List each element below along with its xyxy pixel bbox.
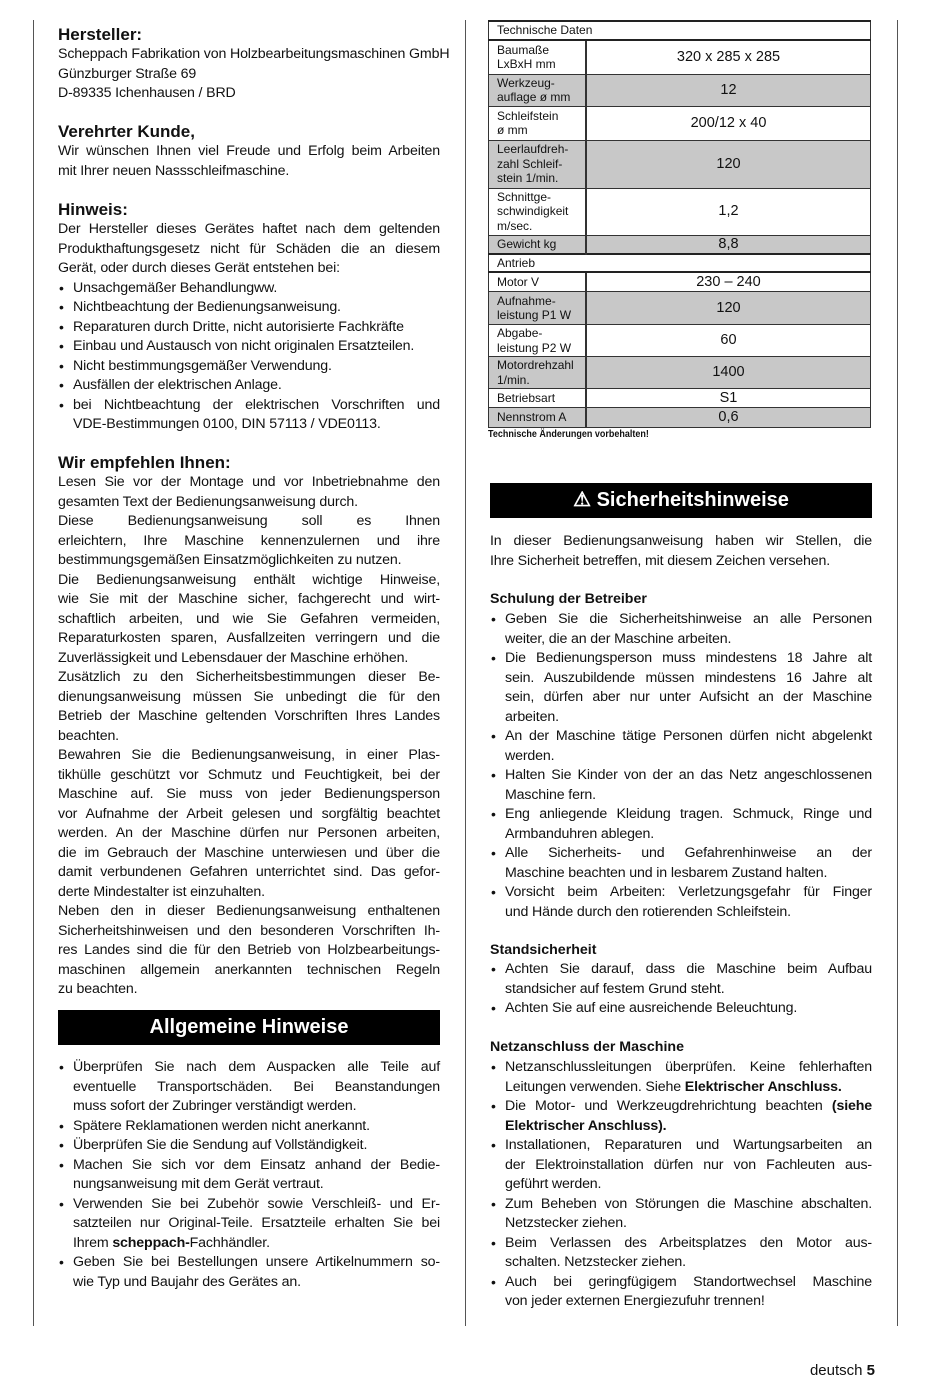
bullet-icon: •	[59, 1195, 64, 1212]
bullet-icon: •	[491, 1059, 496, 1075]
spec-value: 320 x 285 x 285	[586, 40, 871, 75]
spec-value: 60	[586, 325, 871, 357]
technical-data-block	[488, 20, 871, 441]
text-line: dienungsanweisung müssen Sie unbedingt die für den	[58, 688, 440, 705]
text-line: VDE-Bestimmungen 0100, DIN 57113 / VDE0113.	[73, 416, 381, 432]
bullet-icon: •	[491, 884, 496, 900]
text-line	[73, 1234, 440, 1254]
bullet-icon: •	[59, 377, 64, 393]
text-line: nungsanweisung mit dem Gerät vertraut.	[73, 1176, 324, 1192]
bold-text-segment: Elektrischer Anschluss).	[505, 1117, 667, 1134]
spec-label: Leerlaufdreh- zahl Schleif- stein 1/min.	[489, 140, 587, 188]
text-line: geführt werden.	[505, 1176, 602, 1192]
bullet-icon: •	[491, 1137, 496, 1153]
spec-label: Gewicht kg	[489, 235, 587, 254]
bullet-icon: •	[59, 299, 64, 315]
safety-intro-text	[490, 532, 872, 571]
text-line: In dieser Bedienungsanweisung haben wir Stellen, die	[490, 533, 872, 549]
spec-label: Aufnahme- leistung P1 W	[489, 292, 587, 325]
text-line: und Hände durch den rotierenden Schleifstein.	[505, 903, 791, 920]
text-line: Maschine auf. Sie muss von jeder Bedienungsperson	[58, 786, 440, 802]
schulung-list	[490, 610, 872, 922]
text-line: Ihre Sicherheit betreffen, mit diesem Zeichen versehen.	[490, 552, 831, 569]
text-line: bei Nichtbeachtung der elektrischen Vorschriften und	[73, 396, 440, 413]
text-line: Überprüfen Sie nach dem Auspacken alle Teile auf	[73, 1059, 440, 1075]
text-line: Neben den in dieser Bedienungsanweisung enthaltenen	[58, 903, 440, 919]
bullet-item	[58, 1195, 440, 1254]
text-line: Verwenden Sie bei Zubehör sowie Verschleiß- und Er-	[73, 1195, 440, 1212]
text-line: wie Sie mit der Maschine sicher, fachgerecht und wirt-	[58, 591, 440, 607]
text-line: werden.	[505, 747, 555, 764]
text-line: Reparaturkosten sparen, Ausfallzeiten verringern und die	[58, 630, 440, 646]
spec-label: Abgabe- leistung P2 W	[489, 325, 587, 357]
allgemeine-hinweise-list	[58, 1058, 440, 1292]
spec-label: Motor V	[489, 272, 587, 292]
text-line	[505, 1078, 872, 1098]
bullet-icon: •	[491, 961, 496, 977]
bullet-icon: •	[491, 1098, 496, 1114]
bullet-item	[490, 1136, 872, 1195]
bullet-item	[58, 318, 440, 338]
text-line: Überprüfen Sie die Sendung auf Vollständigkeit.	[73, 1137, 368, 1153]
table-row	[489, 74, 871, 106]
text-line: Machen Sie sich vor dem Einsatz anhand der Bedie-	[73, 1156, 440, 1173]
bullet-icon: •	[59, 1156, 64, 1173]
table-header-row	[489, 21, 871, 40]
spec-value: 120	[586, 292, 871, 325]
netzanschluss-list	[490, 1058, 872, 1312]
page-footer	[810, 1362, 875, 1379]
text-line: Betrieb der Maschine geltenden Vorschriften Ihres Landes	[58, 708, 440, 724]
bullet-item	[58, 298, 440, 318]
spec-label: Baumaße LxBxH mm	[489, 40, 587, 75]
text-line: Netzanschlussleitungen überprüfen. Keine fehlerhaften	[505, 1059, 872, 1075]
table-row	[489, 272, 871, 292]
warning-triangle-icon: ⚠	[573, 489, 592, 511]
text-line: weiter, die an der Maschine arbeiten.	[505, 630, 732, 647]
text-line: Zusätzlich zu den Sicherheitsbestimmungen dieser Be-	[58, 669, 440, 685]
text-line: vor Aufnahme der Arbeit gelesen und sorgfältig beachtet	[58, 805, 440, 822]
bullet-item	[58, 1156, 440, 1195]
text-line: Achten Sie auf eine ausreichende Beleuchtung.	[505, 1000, 798, 1016]
bullet-icon: •	[59, 396, 64, 413]
text-line: tikhülle geschützt vor Schmutz und Feuchtigkeit, bei der	[58, 766, 440, 783]
spec-label: Schleifstein ø mm	[489, 106, 587, 140]
bullet-item	[58, 1136, 440, 1156]
bullet-icon: •	[491, 845, 496, 861]
text-line: von jeder externen Energiezufuhr trennen!	[505, 1293, 765, 1309]
table-row	[489, 292, 871, 325]
text-line: Achten Sie darauf, dass die Maschine beim Aufbau	[505, 961, 872, 977]
paragraph	[58, 746, 440, 902]
technical-data-table	[488, 20, 871, 428]
table-section-antrieb	[489, 254, 871, 273]
text-line: Alle Sicherheits- und Gefahrenhinweise an der	[505, 845, 872, 861]
heading-verehrter-kunde: Verehrter Kunde,	[58, 122, 195, 141]
bullet-icon: •	[491, 767, 496, 783]
text-line: Reparaturen durch Dritte, nicht autorisierte Fachkräfte	[73, 318, 404, 335]
table-row	[489, 106, 871, 140]
table-row	[489, 40, 871, 75]
bullet-icon: •	[59, 1059, 64, 1075]
table-row	[489, 389, 871, 408]
text-line: Der Hersteller dieses Gerätes haftet nach dem geltenden	[58, 221, 440, 237]
bullet-item	[490, 1234, 872, 1273]
table-section-label: Antrieb	[489, 254, 871, 273]
text-line: Gerät, oder durch dieses Gerät entstehen bei:	[58, 260, 340, 276]
column-rule-left	[33, 20, 34, 1326]
bullet-item	[490, 1195, 872, 1234]
text-line: Produkthaftungsgesetz nicht für Schäden die an diesem	[58, 240, 440, 257]
text-line: Zuverlässigkeit und Lebensdauer der Maschine erhöhen.	[58, 649, 409, 666]
paragraph	[58, 473, 440, 512]
technical-changes-note: Technische Änderungen vorbehalten!	[488, 429, 649, 440]
text-line: Einbau und Austausch von nicht originalen Ersatzteilen.	[73, 338, 415, 354]
text-line: arbeiten.	[505, 708, 559, 725]
text-segment: Fachhändler.	[189, 1234, 270, 1251]
paragraph	[490, 532, 872, 571]
table-section-label: Technische Daten	[489, 21, 871, 40]
text-line	[505, 1097, 872, 1117]
bullet-icon: •	[491, 1273, 496, 1290]
heading-netzanschluss: Netzanschluss der Maschine	[490, 1039, 684, 1055]
bullet-item	[490, 844, 872, 883]
bold-text-segment: scheppach-	[112, 1234, 190, 1251]
bullet-icon: •	[59, 1254, 64, 1270]
text-line: Auch bei geringfügigem Standortwechsel Maschine	[505, 1273, 872, 1290]
bullet-item	[490, 960, 872, 999]
bullet-icon: •	[491, 1195, 496, 1212]
text-line: schalten. Netzstecker ziehen.	[505, 1254, 686, 1270]
table-row	[489, 408, 871, 428]
bold-text-segment: Elektrischer Anschluss.	[684, 1078, 842, 1095]
table-row	[489, 325, 871, 357]
bullet-item	[490, 766, 872, 805]
spec-label: Nennstrom A	[489, 408, 587, 428]
table-row	[489, 188, 871, 235]
bullet-item	[58, 1253, 440, 1292]
text-line: derte Mindestalter ist einzuhalten.	[58, 883, 265, 900]
spec-label: Betriebsart	[489, 389, 587, 408]
table-row	[489, 357, 871, 389]
heading-hersteller: Hersteller:	[58, 25, 143, 44]
bullet-item	[58, 1058, 440, 1117]
table-row	[489, 140, 871, 188]
text-line: standsicher auf festem Grund steht.	[505, 980, 725, 997]
text-line: Netzstecker ziehen.	[505, 1215, 627, 1231]
page-number: 5	[866, 1362, 875, 1379]
spec-value: 1400	[586, 357, 871, 389]
bullet-item	[490, 727, 872, 766]
heading-wir-empfehlen: Wir empfehlen Ihnen:	[58, 453, 231, 472]
text-line: Maschine fern.	[505, 786, 596, 803]
paragraph	[58, 142, 440, 181]
bullet-item	[490, 1273, 872, 1312]
bullet-item	[490, 1058, 872, 1097]
standsicherheit-list	[490, 960, 872, 1019]
text-line: Geben Sie bei Bestellungen unsere Artikelnummern so-	[73, 1254, 440, 1270]
bullet-item	[58, 357, 440, 377]
text-line: Lesen Sie vor der Montage und vor Inbetriebnahme den	[58, 474, 440, 490]
bullet-item	[490, 649, 872, 727]
text-line: der Elektroinstallation dürfen nur von Fachleuten aus-	[505, 1156, 872, 1173]
text-line: Eng anliegende Kleidung tragen. Schmuck, Ringe und	[505, 806, 872, 822]
bullet-item	[58, 279, 440, 299]
spec-value: 200/12 x 40	[586, 106, 871, 140]
spec-value: 1,2	[586, 188, 871, 235]
bullet-icon: •	[59, 1117, 64, 1134]
empfehlen-text	[58, 473, 440, 1000]
spec-value: 230 – 240	[586, 272, 871, 292]
bullet-item	[490, 883, 872, 922]
paragraph	[58, 220, 440, 279]
text-line: Günzburger Straße 69	[58, 65, 197, 82]
text-line: erleichtern, Ihre Maschine kennenzulernen und ihre	[58, 532, 440, 549]
spec-label: Motordrehzahl 1/min.	[489, 357, 587, 389]
bullet-icon: •	[491, 650, 496, 666]
text-segment: Leitungen verwenden. Siehe	[505, 1078, 685, 1095]
text-line: wie Typ und Baujahr des Gerätes an.	[73, 1273, 301, 1290]
text-line: eventuelle Transportschäden. Bei Beanstandungen	[73, 1078, 440, 1095]
paragraph	[58, 512, 440, 571]
text-line: Diese Bedienungsanweisung soll es Ihnen	[58, 513, 440, 529]
bullet-item	[490, 1097, 872, 1136]
bullet-item	[58, 337, 440, 357]
text-line: res Landes sind die für den Betrieb von Holzbearbeitungs-	[58, 942, 440, 958]
text-line	[505, 1117, 872, 1137]
bold-text-segment: (siehe	[831, 1098, 872, 1114]
table-row	[489, 235, 871, 254]
text-line: sein, dürfen aber nur unter Aufsicht an der Maschine	[505, 689, 872, 705]
bullet-icon: •	[491, 728, 496, 744]
text-line: mit Ihrer neuen Nassschleifmaschine.	[58, 162, 290, 179]
text-line: D-89335 Ichenhausen / BRD	[58, 85, 236, 101]
hinweis-text	[58, 220, 440, 435]
paragraph	[58, 902, 440, 1000]
text-line: muss sofort der Zubringer verständigt werden.	[73, 1098, 357, 1114]
text-line: Geben Sie die Sicherheitshinweise an alle Personen	[505, 611, 872, 627]
text-line: Wir wünschen Ihnen viel Freude und Erfolg beim Arbeiten	[58, 143, 440, 159]
text-line: Sicherheitshinweisen und den besonderen Vorschriften Ih-	[58, 922, 440, 939]
spec-value: 12	[586, 74, 871, 106]
bullet-item	[58, 396, 440, 435]
spec-value: 120	[586, 140, 871, 188]
text-line: Scheppach Fabrikation von Holzbearbeitungsmaschinen GmbH	[58, 46, 450, 62]
text-line: Nicht bestimmungsgemäßer Verwendung.	[73, 357, 332, 374]
column-rule-middle	[465, 20, 466, 1326]
bullet-icon: •	[59, 279, 64, 296]
text-line: Armbanduhren ablegen.	[505, 825, 655, 842]
text-line: sein. Auszubildende müssen mindestens 16 Jahre alt	[505, 669, 872, 686]
greeting-text	[58, 142, 440, 181]
text-line: Zum Beheben von Störungen die Maschine abschalten.	[505, 1195, 872, 1212]
text-line: Ausfällen der elektrischen Anlage.	[73, 377, 282, 393]
text-line: beachten.	[58, 727, 119, 744]
bullet-icon: •	[59, 1137, 64, 1153]
spec-value: 0,6	[586, 408, 871, 428]
spec-label: Schnittge- schwindigkeit m/sec.	[489, 188, 587, 235]
bullet-icon: •	[491, 1234, 496, 1251]
spec-value: 8,8	[586, 235, 871, 254]
text-line: zu beachten.	[58, 981, 138, 997]
text-line: Vorsicht beim Arbeiten: Verletzungsgefahr für Finger	[505, 884, 872, 900]
heading-schulung: Schulung der Betreiber	[490, 591, 647, 607]
text-line: Die Bedienungsanweisung enthält wichtige Hinweise,	[58, 571, 440, 588]
bullet-icon: •	[59, 338, 64, 354]
section-bar-sicherheitshinweise	[490, 483, 872, 518]
bullet-icon: •	[59, 357, 64, 374]
text-line: Maschine beachten und in lesbarem Zustand halten.	[505, 864, 828, 881]
text-line: bestimmungsgemäßen Einsatzmöglichkeiten zu nutzen.	[58, 552, 402, 568]
section-title: Sicherheitshinweise	[596, 489, 789, 511]
manufacturer-address	[58, 45, 450, 104]
text-line: Die Bedienungsperson muss mindestens 18 Jahre alt	[505, 650, 872, 666]
text-segment: Die Motor- und Werkzeugdrehrichtung beachten	[505, 1098, 832, 1114]
section-title: Allgemeine Hinweise	[149, 1016, 349, 1038]
paragraph	[58, 668, 440, 746]
text-line: An der Maschine tätige Personen dürfen nicht abgelenkt	[505, 728, 872, 744]
text-line: Spätere Reklamationen werden nicht anerkannt.	[73, 1117, 370, 1134]
heading-standsicherheit: Standsicherheit	[490, 942, 597, 958]
text-line: Bewahren Sie die Bedienungsanweisung, in einer Plas-	[58, 747, 440, 763]
text-line: die im Gebrauch der Maschine unterwiesen und über die	[58, 844, 440, 861]
text-line: gesamten Text der Bedienungsanweisung durch.	[58, 493, 358, 510]
text-line: Unsachgemäßer Behandlungww.	[73, 279, 278, 296]
heading-hinweis: Hinweis:	[58, 200, 128, 219]
text-line: damit verbundenen Gefahren unterrichtet sind. Das gefor-	[58, 864, 440, 880]
column-rule-right	[897, 20, 898, 1326]
spec-label: Werkzeug- auflage ø mm	[489, 74, 587, 106]
bullet-item	[490, 999, 872, 1019]
bullet-item	[58, 1117, 440, 1137]
bullet-item	[490, 610, 872, 649]
bullet-icon: •	[491, 611, 496, 627]
text-line: Halten Sie Kinder von der an das Netz angeschlossenen	[505, 767, 872, 783]
spec-value: S1	[586, 389, 871, 408]
text-line: schaftlich arbeiten, und wie Sie Gefahren vermeiden,	[58, 610, 440, 627]
text-segment: Ihrem	[73, 1234, 113, 1251]
text-line: Nichtbeachtung der Bedienungsanweisung.	[73, 299, 341, 315]
text-line: satzteilen nur Original-Teile. Ersatzteile erhalten Sie bei	[73, 1215, 440, 1231]
text-line: Beim Verlassen des Arbeitsplatzes den Motor aus-	[505, 1234, 872, 1251]
footer-language: deutsch	[809, 1362, 863, 1379]
text-line: maschinen allgemein anerkannten technischen Regeln	[58, 961, 440, 978]
text-line: werden. An der Maschine dürfen nur Personen arbeiten,	[58, 825, 440, 841]
bullet-icon: •	[491, 1000, 496, 1016]
section-bar-allgemeine-hinweise	[58, 1010, 440, 1045]
bullet-item	[58, 376, 440, 396]
paragraph	[58, 571, 440, 669]
bullet-icon: •	[491, 806, 496, 822]
bullet-icon: •	[59, 318, 64, 335]
bullet-item	[490, 805, 872, 844]
text-line: Installationen, Reparaturen und Wartungsarbeiten an	[505, 1137, 872, 1153]
